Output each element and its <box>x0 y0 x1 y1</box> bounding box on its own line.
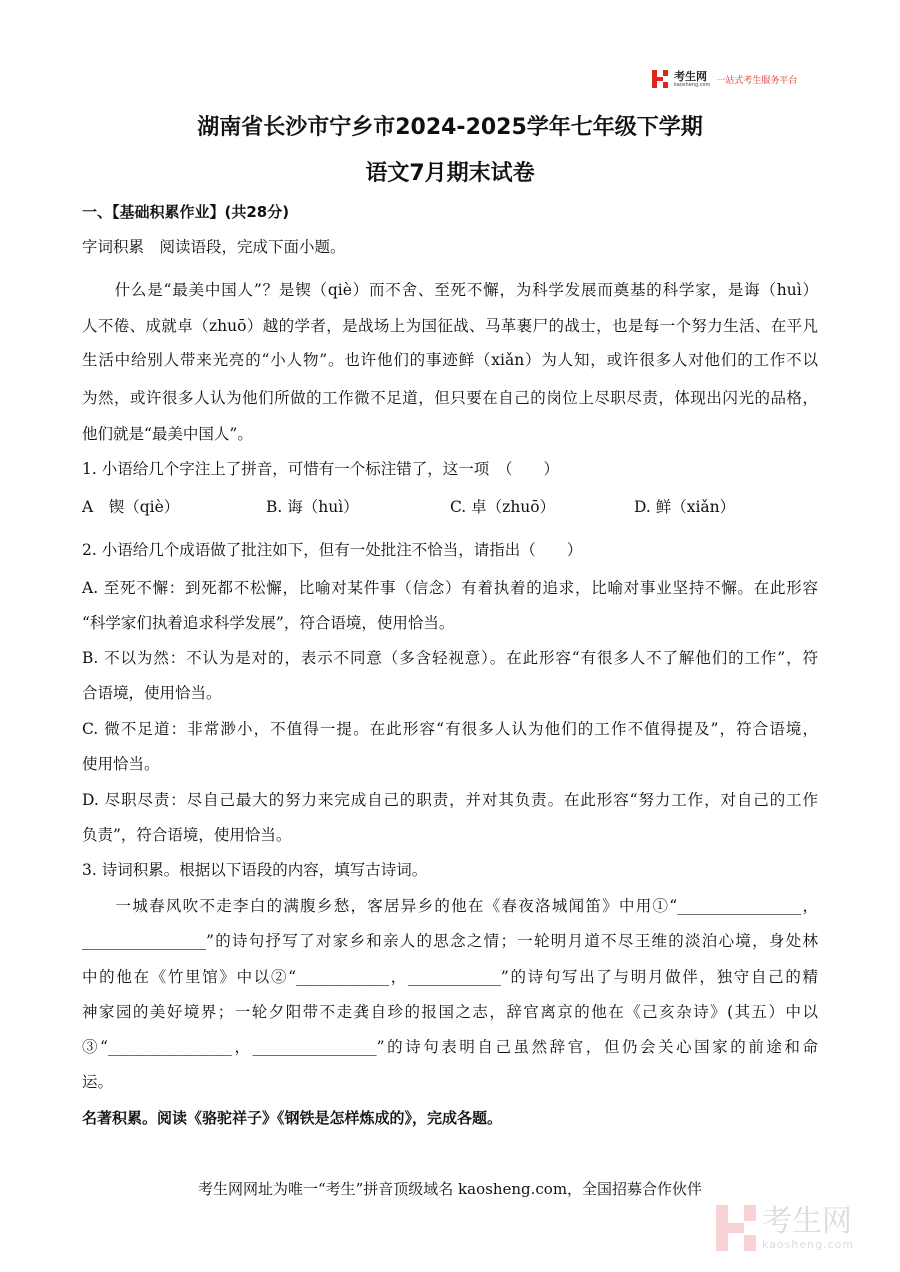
q3-line: 一城春风吹不走李白的满腹乡愁，客居异乡的他在《春夜洛城闻笛》中用①“________________， <box>82 897 818 915</box>
passage-line: 生活中给别人带来光亮的“小人物”。也许他们的事迹鲜（xiǎn）为人知，或许很多人对他们的工作不以 <box>82 351 818 369</box>
watermark-domain: kaosheng.com <box>762 1237 855 1251</box>
q3-line: ③“________________，________________”的诗句表明自己虽然辞官，但仍会关心国家的前途和命 <box>82 1038 818 1056</box>
question-1: 1. 小语给几个字注上了拼音，可惜有一个标注错了，这一项 （ ） <box>82 460 559 478</box>
q2-line: D. 尽职尽责：尽自己最大的努力来完成自己的职责，并对其负责。在此形容“努力工作，对自己的工作 <box>82 791 818 809</box>
option-c: C. 卓（zhuō） <box>450 498 556 516</box>
q2-line: A. 至死不懈：到死都不松懈，比喻对某件事（信念）有着执着的追求，比喻对事业坚持不懈。在此形容 <box>82 579 818 597</box>
q2-line: 使用恰当。 <box>82 755 160 773</box>
section-heading-2: 名著积累。阅读《骆驼祥子》《钢铁是怎样炼成的》，完成各题。 <box>82 1109 503 1127</box>
passage-line: 他们就是“最美中国人”。 <box>82 425 253 443</box>
logo-slogan: 一站式考生服务平台 <box>716 75 798 86</box>
brand-logo <box>652 70 797 88</box>
watermark-name: 考生网 <box>762 1203 852 1239</box>
page-subtitle: 语文7月期末试卷 <box>365 161 535 186</box>
page-footer: 考生网网址为唯一“考生”拼音顶级域名 kaosheng.com，全国招募合作伙伴 <box>197 1180 703 1198</box>
passage-line: 人不倦、成就卓（zhuō）越的学者，是战场上为国征战、马革裹尸的战士，也是每一个努力生活、在平凡 <box>82 317 818 335</box>
watermark-logo-icon <box>716 1205 756 1251</box>
watermark <box>716 1205 854 1251</box>
option-b: B. 诲（huì） <box>266 498 359 516</box>
instruction: 字词积累 阅读语段，完成下面小题。 <box>82 238 346 256</box>
option-d: D. 鲜（xiǎn） <box>634 498 736 516</box>
q3-line: 中的他在《竹里馆》中以②“____________，____________”的诗句写出了与明月做伴，独守自己的精 <box>82 968 818 986</box>
q2-line: C. 微不足道：非常渺小，不值得一提。在此形容“有很多人认为他们的工作不值得提及”，符合语境， <box>82 720 818 738</box>
q2-line: “科学家们执着追求科学发展”，符合语境，使用恰当。 <box>82 614 455 632</box>
question-2: 2. 小语给几个成语做了批注如下，但有一处批注不恰当，请指出（ ） <box>82 541 583 559</box>
logo-mark-icon <box>652 70 668 88</box>
option-a: A 锲（qiè） <box>82 498 180 516</box>
logo-domain: kaosheng.com <box>674 81 711 88</box>
passage-line: 为然，或许很多人认为他们所做的工作微不足道，但只要在自己的岗位上尽职尽责，体现出闪光的品格， <box>82 389 818 407</box>
q3-line: 运。 <box>82 1073 114 1091</box>
passage-line: 什么是“最美中国人”？是锲（qiè）而不舍、至死不懈，为科学发展而奠基的科学家，是诲（huì） <box>82 281 818 299</box>
section-heading: 一、【基础积累作业】(共28分) <box>82 203 290 221</box>
q3-line: ________________”的诗句抒写了对家乡和亲人的思念之情；一轮明月道不尽王维的淡泊心境，身处林 <box>82 932 818 950</box>
q2-line: 负责”，符合语境，使用恰当。 <box>82 826 292 844</box>
q2-line: 合语境，使用恰当。 <box>82 684 222 702</box>
q3-line: 神家园的美好境界；一轮夕阳带不走龚自珍的报国之志，辞官离京的他在《己亥杂诗》(其五）中以 <box>82 1003 818 1021</box>
logo-name: 考生网 <box>674 69 707 83</box>
page-title: 湖南省长沙市宁乡市2024-2025学年七年级下学期 <box>197 115 703 140</box>
q2-line: B. 不以为然：不认为是对的，表示不同意（多含轻视意）。在此形容“有很多人不了解他们的工作”，符 <box>82 649 818 667</box>
question-3: 3. 诗词积累。根据以下语段的内容，填写古诗词。 <box>82 861 428 879</box>
